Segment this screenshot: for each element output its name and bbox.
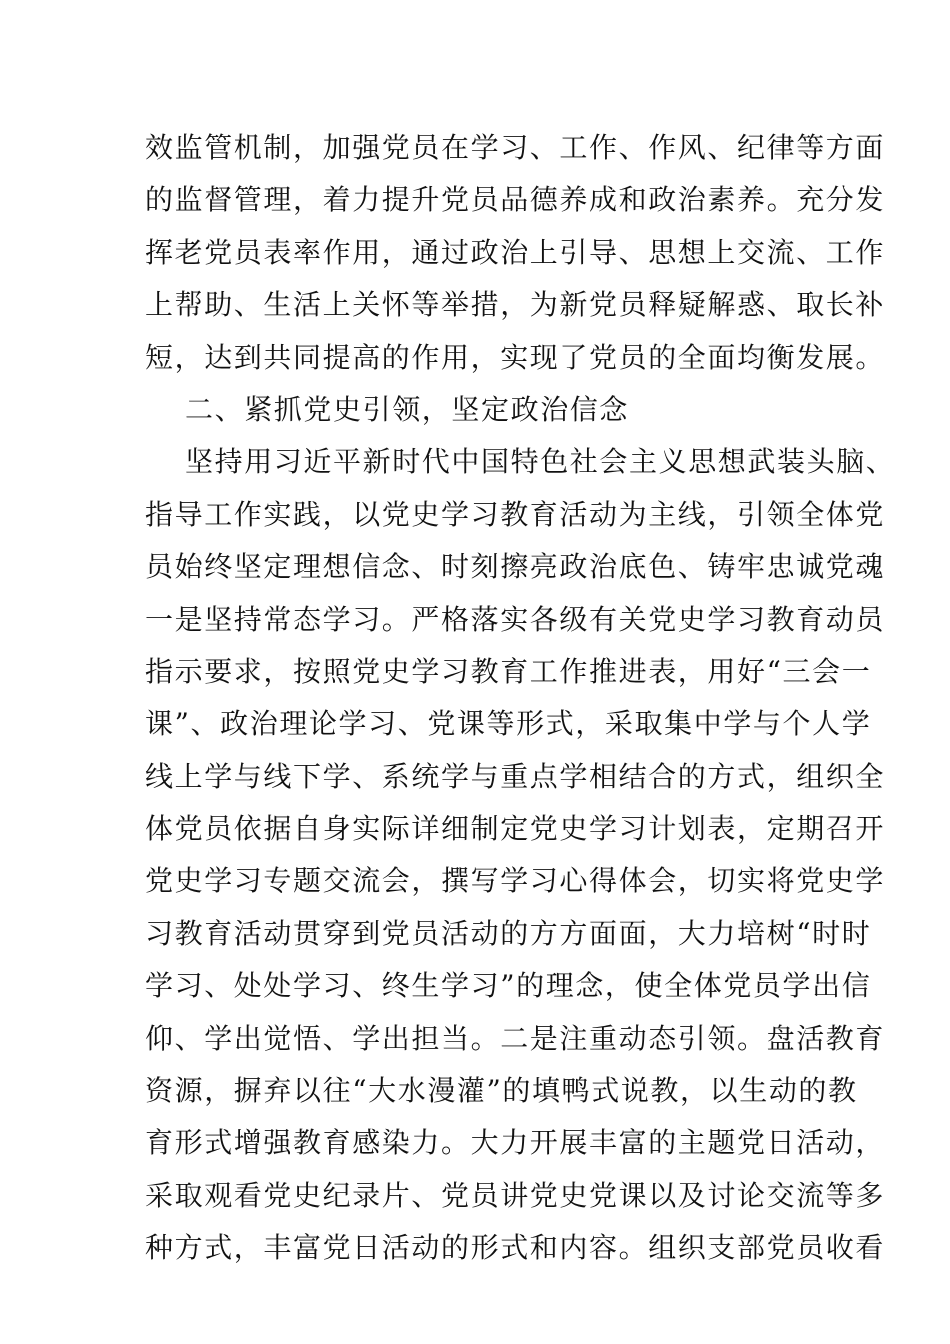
paragraph-line: 线上学与线下学、系统学与重点学相结合的方式，组织全 — [145, 759, 886, 793]
paragraph-line: 效监管机制，加强党员在学习、工作、作风、纪律等方面 — [145, 131, 886, 164]
paragraph-line: 坚持用习近平新时代中国特色社会主义思想武装头脑、 — [185, 445, 896, 479]
paragraph-line: 挥老党员表率作用，通过政治上引导、思想上交流、工作 — [145, 235, 886, 269]
paragraph-line: 采取观看党史纪录片、党员讲党史党课以及讨论交流等多 — [145, 1178, 886, 1212]
paragraph-line: 上帮助、生活上关怀等举措，为新党员释疑解惑、取长补 — [145, 288, 886, 322]
paragraph-line: 的监督管理，着力提升党员品德养成和政治素养。充分发 — [145, 183, 886, 217]
section-heading: 二、紧抓党史引领，坚定政治信念 — [185, 392, 630, 426]
paragraph-line: 一是坚持常态学习。严格落实各级有关党史学习教育动员 — [145, 602, 886, 636]
paragraph-line: 党史学习专题交流会，撰写学习心得体会，切实将党史学 — [145, 864, 886, 898]
paragraph-line: 仰、学出觉悟、学出担当。二是注重动态引领。盘活教育 — [145, 1021, 886, 1055]
paragraph-line: 短，达到共同提高的作用，实现了党员的全面均衡发展。 — [145, 340, 886, 374]
paragraph-line: 学习、处处学习、终生学习”的理念，使全体党员学出信 — [145, 969, 872, 1003]
paragraph-line: 课”、政治理论学习、党课等形式，采取集中学与个人学 — [145, 707, 872, 741]
paragraph-line: 员始终坚定理想信念、时刻擦亮政治底色、铸牢忠诚党魂 — [145, 550, 886, 584]
paragraph-line: 种方式，丰富党日活动的形式和内容。组织支部党员收看 — [145, 1231, 886, 1265]
paragraph-line: 习教育活动贯穿到党员活动的方方面面，大力培树“时时 — [145, 916, 872, 950]
paragraph-line: 指示要求，按照党史学习教育工作推进表，用好“三会一 — [145, 654, 872, 688]
paragraph-line: 指导工作实践，以党史学习教育活动为主线，引领全体党 — [145, 497, 886, 531]
paragraph-line: 体党员依据自身实际详细制定党史学习计划表，定期召开 — [145, 812, 886, 846]
paragraph-line: 资源，摒弃以往“大水漫灌”的填鸭式说教，以生动的教 — [145, 1074, 858, 1108]
document-body — [145, 122, 896, 1275]
paragraph-line: 育形式增强教育感染力。大力开展丰富的主题党日活动， — [145, 1126, 886, 1160]
